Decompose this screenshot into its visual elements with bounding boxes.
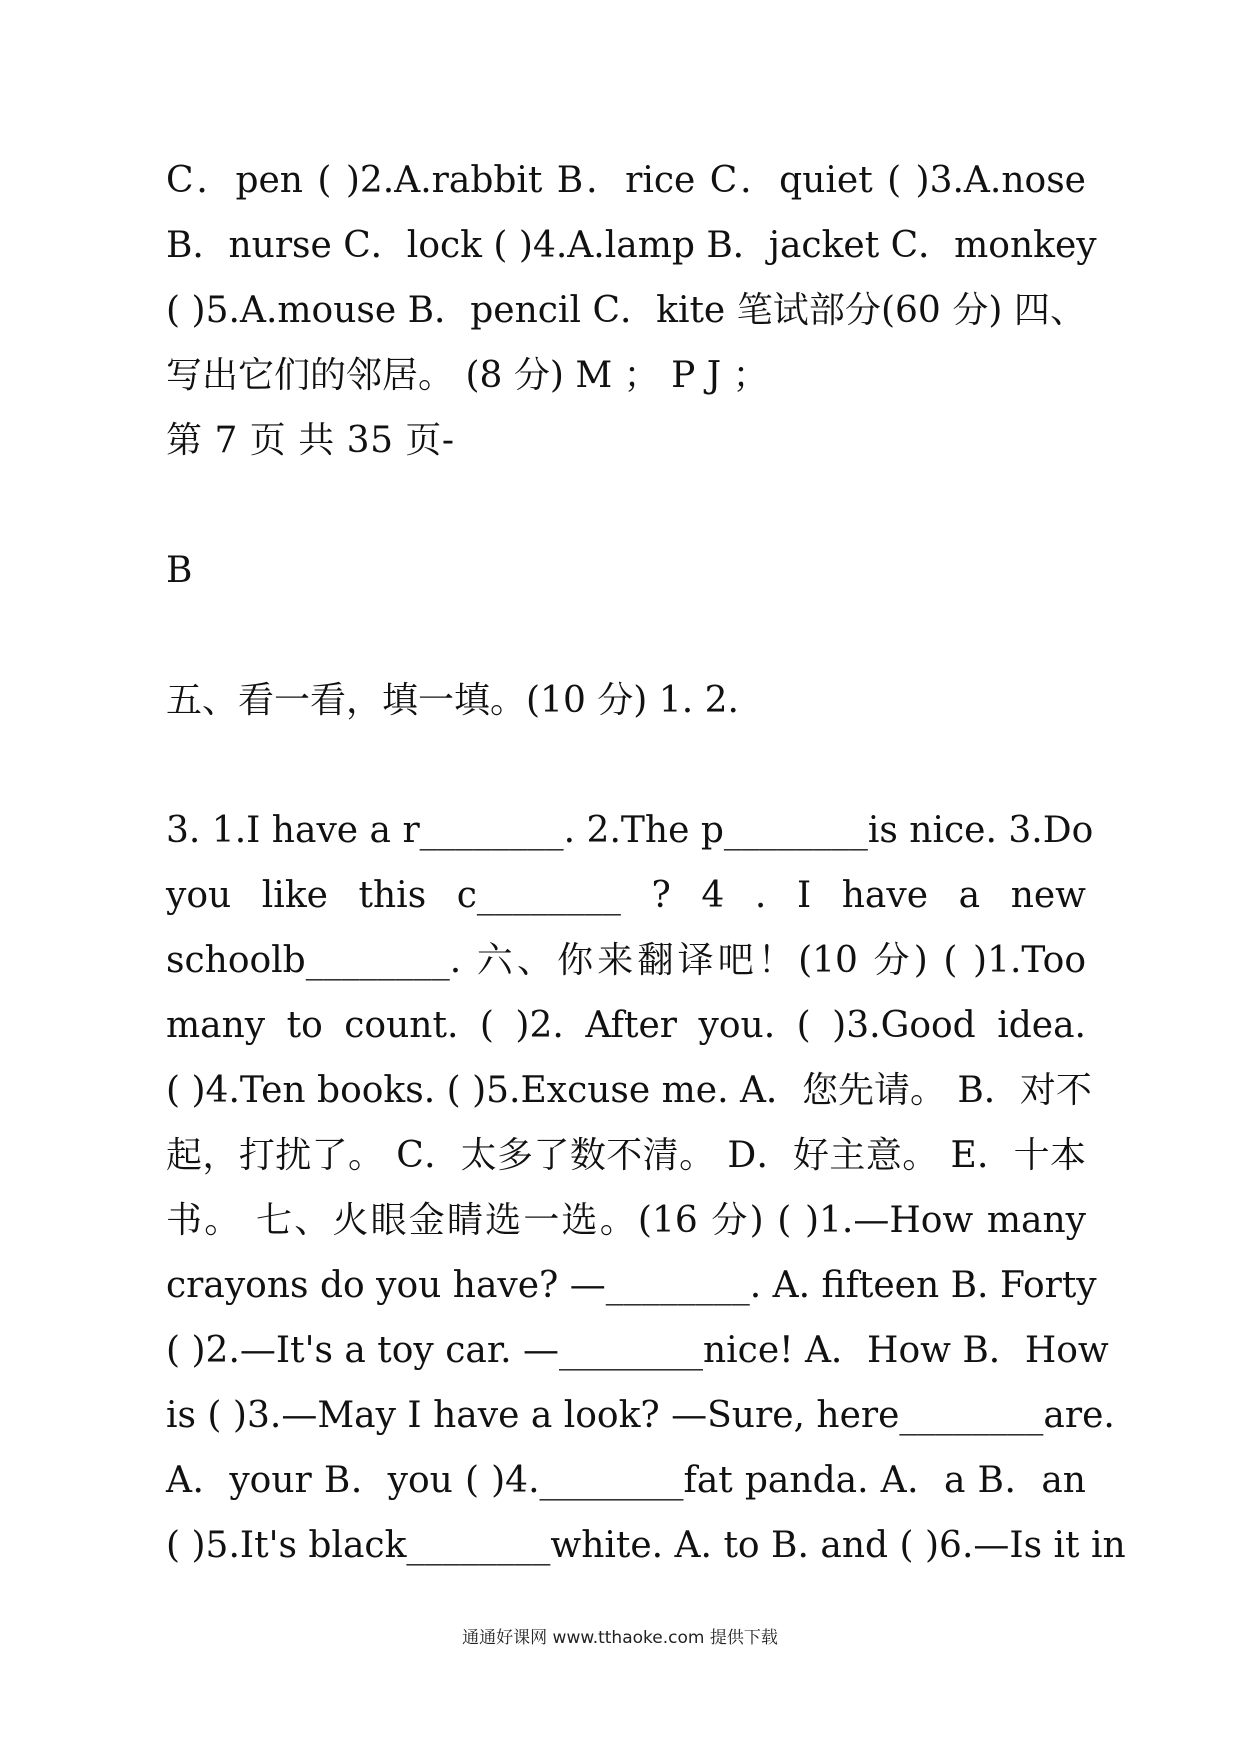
footer-source: 通通好课网 www.tthaoke.com 提供下载 bbox=[462, 1628, 778, 1648]
text-line: 书。 七、火眼金睛选一选。(16 分) ( )1.—How many bbox=[166, 1200, 1086, 1241]
text-line: schoolb________. 六、你来翻译吧！(10 分) ( )1.Too bbox=[166, 940, 1086, 981]
text-line: is ( )3.—May I have a look? —Sure, here________are. bbox=[166, 1395, 1115, 1436]
text-line: 起，打扰了。 C．太多了数不清。 D．好主意。 E．十本 bbox=[166, 1135, 1086, 1176]
section-5-heading: 五、看一看，填一填。(10 分) 1. 2. bbox=[166, 680, 739, 721]
text-line: crayons do you have? —________. A. fifteen B. Forty bbox=[166, 1265, 1097, 1306]
page-number: 第 7 页 共 35 页- bbox=[166, 420, 455, 461]
text-line: many to count. ( )2. After you. ( )3.Good idea. bbox=[166, 1005, 1086, 1046]
paragraph-section-3-4 bbox=[166, 148, 1097, 408]
text-line: B．nurse C．lock ( )4.A.lamp B．jacket C．monkey bbox=[166, 225, 1097, 266]
text-line: A．your B．you ( )4.________fat panda. A．a B．an bbox=[166, 1460, 1086, 1501]
text-line: 写出它们的邻居。 (8 分) M ； P J ； bbox=[166, 355, 769, 396]
text-line: you like this c________ ? 4 . I have a new bbox=[166, 875, 1086, 916]
paragraph-section-5-7 bbox=[166, 798, 1126, 1578]
text-line: ( )4.Ten books. ( )5.Excuse me. A．您先请。 B．对不 bbox=[166, 1070, 1092, 1111]
text-line: C．pen ( )2.A.rabbit B．rice C．quiet ( )3.A.nose bbox=[166, 160, 1086, 201]
text-line: ( )5.It's black________white. A. to B. and ( )6.—Is it in bbox=[166, 1525, 1126, 1566]
text-line: ( )2.—It's a toy car. —________nice! A．How B．How bbox=[166, 1330, 1109, 1371]
text-line: 3. 1.I have a r________. 2.The p________is nice. 3.Do bbox=[166, 810, 1094, 851]
text-line: ( )5.A.mouse B．pencil C．kite 笔试部分(60 分) 四、 bbox=[166, 290, 1086, 331]
letter-b: B bbox=[166, 550, 193, 591]
